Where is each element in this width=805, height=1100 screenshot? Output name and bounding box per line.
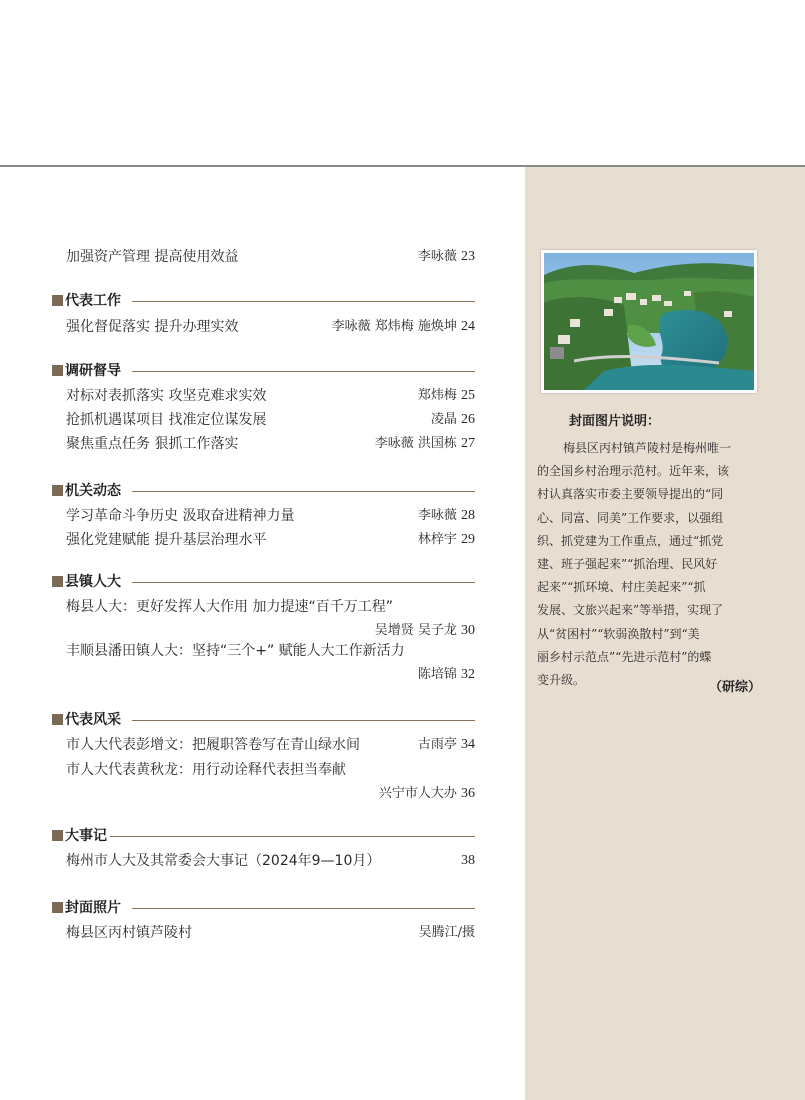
section-heading (52, 827, 475, 845)
caption-line: 变升级。 (537, 673, 586, 688)
toc-entry-author-page: 吴增贤 吴子龙 30 (374, 623, 475, 638)
caption-line: 村认真落实市委主要领导提出的“同 (537, 487, 724, 502)
toc-entry-author-page: 李咏薇 23 (417, 249, 475, 264)
toc-entry-title: 加强资产管理 提高使用效益 (66, 249, 239, 265)
section-divider (132, 908, 475, 909)
section-heading (52, 292, 475, 310)
section-divider (110, 836, 475, 837)
section-divider (132, 720, 475, 721)
section-divider (132, 582, 475, 583)
toc-entry-author-page: 凌晶 26 (430, 412, 475, 427)
toc-entry-title: 市人大代表黄秋龙：用行动诠释代表担当奉献 (66, 762, 346, 778)
section-marker-icon (52, 485, 63, 496)
toc-entry-author-page: 李咏薇 郑炜梅 施焕坤 24 (331, 319, 475, 334)
toc-entry-author-page: 古雨亭 34 (417, 737, 475, 752)
section-title: 调研督导 (65, 363, 121, 379)
caption-signature: （研综） (709, 680, 762, 695)
toc-entry-title: 对标对表抓落实 攻坚克难求实效 (66, 388, 267, 404)
section-title: 代表风采 (65, 712, 121, 728)
section-marker-icon (52, 902, 63, 913)
toc-entry-author-page: 陈培锦 32 (417, 667, 475, 682)
section-title: 封面照片 (65, 900, 121, 916)
caption-line: 从“贫困村”“软弱涣散村”到“美 (537, 626, 700, 641)
toc-entry-title: 梅州市人大及其常委会大事记（2024年9—10月） (66, 853, 381, 869)
toc-entry-author-page: 林梓宇 29 (417, 532, 475, 547)
cover-photo (541, 250, 757, 393)
toc-entry-title: 市人大代表彭增文：把履职答卷写在青山绿水间 (66, 737, 360, 753)
section-marker-icon (52, 295, 63, 306)
caption-line: 心、同富、同美”工作要求，以强组 (537, 510, 724, 525)
toc-entry-author-page: 兴宁市人大办 36 (378, 786, 475, 801)
caption-line: 丽乡村示范点”“先进示范村”的蝶 (537, 649, 712, 664)
section-divider (132, 371, 475, 372)
caption-line: 建、班子强起来”“抓治理、民风好 (537, 557, 718, 572)
toc-entry-author-page: 李咏薇 28 (417, 508, 475, 523)
toc-entry-author-page: 38 (461, 853, 475, 868)
caption-line: 梅县区丙村镇芦陵村是梅州唯一 (563, 441, 732, 455)
toc-entry-title: 学习革命斗争历史 汲取奋进精神力量 (66, 508, 295, 524)
toc-entry-title: 丰顺县潘田镇人大：坚持“三个+” 赋能人大工作新活力 (66, 643, 405, 659)
caption-line: 织、抓党建为工作重点，通过“抓党 (537, 533, 724, 548)
section-marker-icon (52, 830, 63, 841)
toc-entry-title: 梅县区丙村镇芦陵村 (66, 925, 192, 941)
section-title: 代表工作 (65, 293, 121, 309)
section-title: 县镇人大 (65, 574, 121, 590)
section-title: 机关动态 (65, 483, 121, 499)
section-marker-icon (52, 714, 63, 725)
section-marker-icon (52, 365, 63, 376)
cover-photo-image (544, 253, 754, 390)
section-heading (52, 362, 475, 380)
caption-line: 的全国乡村治理示范村。近年来，该 (537, 464, 730, 479)
caption-title: 封面图片说明： (569, 414, 661, 429)
section-heading (52, 573, 475, 591)
section-divider (132, 301, 475, 302)
section-title: 大事记 (65, 828, 107, 844)
toc-entry-author-page: 郑炜梅 25 (417, 388, 475, 403)
toc-entry-title: 强化党建赋能 提升基层治理水平 (66, 532, 267, 548)
toc-entry-title: 聚焦重点任务 狠抓工作落实 (66, 436, 239, 452)
section-marker-icon (52, 576, 63, 587)
section-divider (132, 491, 475, 492)
caption-line: 发展、文旅兴起来”等举措，实现了 (537, 603, 724, 618)
toc-entry-author-page: 吴腾江/摄 (418, 925, 475, 940)
toc-entry-title: 梅县人大：更好发挥人大作用 加力提速“百千万工程” (66, 599, 393, 615)
section-heading (52, 482, 475, 500)
section-heading (52, 899, 475, 917)
toc-entry-author-page: 李咏薇 洪国栋 27 (374, 436, 475, 451)
section-heading (52, 711, 475, 729)
caption-line: 起来”“抓环境、村庄美起来”“抓 (537, 580, 706, 595)
toc-entry-title: 强化督促落实 提升办理实效 (66, 319, 239, 335)
toc-entry-title: 抢抓机遇谋项目 找准定位谋发展 (66, 412, 267, 428)
caption-body (537, 437, 759, 692)
